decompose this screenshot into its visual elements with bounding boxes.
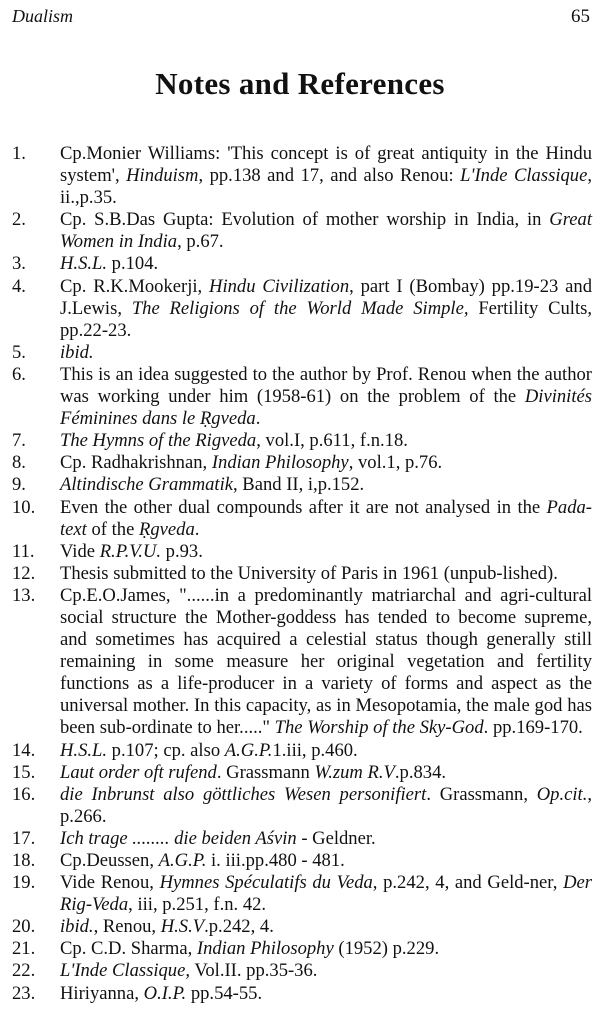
note-number: 19. — [12, 872, 36, 894]
note-item — [0, 850, 592, 872]
note-item — [0, 452, 592, 474]
note-text: , iii, p.251, f.n. 42. — [128, 894, 267, 916]
note-text: Cp. S.B.Das Gupta: Evolution of mother worship in India, in — [60, 209, 550, 231]
note-text: . pp.169-170. — [483, 717, 583, 739]
note-number: 22. — [12, 960, 36, 982]
note-number: 2. — [12, 209, 26, 231]
page-number: 65 — [571, 6, 590, 27]
note-item — [0, 276, 592, 342]
note-italic-text: Laut order oft rufend — [60, 761, 217, 783]
note-text: , vol.I, p.611, f.n.18. — [256, 430, 408, 452]
note-text: Vol.II. pp.35-36. — [190, 960, 318, 982]
note-number: 5. — [12, 341, 26, 363]
note-text: Thesis submitted to the University of Paris in 1961 (unpub-lished). — [60, 562, 558, 584]
note-item — [0, 585, 592, 740]
note-text: 1.iii, p.460. — [272, 739, 358, 761]
note-number: 13. — [12, 584, 36, 606]
note-text: , Renou, — [93, 916, 161, 938]
note-text: , ii.,p.35. — [60, 165, 592, 209]
note-italic-text: Indian Philosophy — [196, 938, 334, 960]
note-italic-text: Divinités Féminines dans le Ṛgveda — [60, 386, 592, 430]
note-text: , vol.1, p.76. — [348, 452, 443, 474]
note-italic-text: Hindu Civilization — [209, 275, 350, 297]
note-italic-text: L'Inde Classique, — [60, 960, 191, 982]
note-text: . Grassmann — [216, 761, 315, 783]
note-number: 10. — [12, 496, 36, 518]
note-item — [0, 342, 592, 364]
note-italic-text: The Hymns of the Rigveda — [60, 430, 257, 452]
note-text: . Grassmann, — [426, 783, 537, 805]
note-text: Cp. Radhakrishnan, — [60, 452, 212, 474]
note-italic-text: Pada-text — [60, 496, 592, 540]
note-item — [0, 740, 592, 762]
notes-list — [0, 143, 592, 1005]
note-italic-text: Hinduism — [126, 165, 199, 187]
note-number: 12. — [12, 562, 36, 584]
note-italic-text: H.S.V — [160, 916, 205, 938]
note-text: Cp.Monier Williams: 'This concept is of great antiquity in the Hindu system', — [60, 143, 592, 187]
note-text: p.93. — [161, 540, 203, 562]
note-number: 20. — [12, 916, 36, 938]
note-italic-text: A.G.P. — [224, 739, 273, 761]
note-italic-text: W.zum R.V — [314, 761, 395, 783]
note-text: Cp. R.K.Mookerji, — [60, 275, 210, 297]
note-item — [0, 497, 592, 541]
note-text: . — [194, 518, 200, 540]
note-text: p.104. — [107, 253, 159, 275]
note-text: p.107; cp. also — [107, 739, 225, 761]
note-text: , part I (Bombay) pp.19-23 and J.Lewis, — [60, 275, 592, 319]
note-text: Cp.E.O.James, "......in a predominantly matriarchal and agri-cultural social structure the Mother-goddess has tended to become supreme, and sometimes has acquired a celestial status though generally still remaining in some measure her original vegetation and fertility functions as a life-producer in a variety of forms and aspect as the universal mother. In this capacity, as in Mesopotamia, the male god has been sub-ordinate to her....." — [60, 584, 592, 739]
note-item — [0, 364, 592, 430]
note-number: 18. — [12, 850, 36, 871]
note-number: 15. — [12, 761, 36, 783]
note-text: (1952) p.229. — [333, 938, 440, 960]
note-item — [0, 784, 592, 828]
note-italic-text: H.S.L. — [60, 739, 108, 761]
note-italic-text: Great Women in India — [60, 209, 592, 253]
note-item — [0, 872, 592, 916]
note-text: This is an idea suggested to the author by Prof. Renou when the author was working under him (1958-61) on the problem of the — [60, 363, 592, 408]
note-number: 8. — [12, 452, 26, 474]
note-item — [0, 983, 592, 1005]
note-text: Cp. C.D. Sharma, — [60, 938, 197, 960]
note-text: of the — [86, 518, 139, 540]
note-text: Even the other dual compounds after it are not analysed in the — [60, 496, 547, 518]
note-text: , pp.138 and 17, and also Renou: — [198, 165, 461, 187]
note-text: - Geldner. — [296, 827, 376, 849]
note-italic-text: L'Inde Classique — [460, 165, 588, 187]
note-italic-text: Ich trage ........ die beiden Aśvin — [60, 827, 297, 849]
note-text: , p.242, 4, and Geld-ner, — [372, 872, 564, 894]
note-italic-text: Der Rig-Veda — [60, 872, 592, 916]
note-text: .p.242, 4. — [204, 916, 274, 938]
note-italic-text: ibid. — [60, 916, 94, 938]
note-item — [0, 960, 592, 982]
note-text: , p.266. — [60, 783, 593, 827]
note-number: 23. — [12, 982, 36, 1004]
note-text: Cp.Deussen, — [60, 850, 159, 871]
note-text: Vide Renou, — [60, 872, 160, 894]
note-item — [0, 253, 592, 275]
note-text: , Band II, i,p.152. — [233, 474, 365, 496]
note-text: pp.54-55. — [186, 982, 263, 1004]
note-number: 6. — [12, 363, 26, 385]
note-number: 14. — [12, 739, 36, 761]
note-number: 21. — [12, 938, 36, 960]
note-item — [0, 762, 592, 784]
note-item — [0, 209, 592, 253]
note-number: 1. — [12, 143, 26, 164]
note-italic-text: Hymnes Spéculatifs du Veda — [159, 872, 373, 894]
note-number: 7. — [12, 430, 26, 452]
running-head-title: Dualism — [12, 6, 74, 26]
note-italic-text: die Inbrunst also göttliches Wesen personifiert — [60, 783, 427, 805]
note-number: 16. — [12, 783, 36, 805]
note-item — [0, 474, 592, 496]
note-item — [0, 430, 592, 452]
note-italic-text: The Worship of the Sky-God — [274, 717, 484, 739]
note-number: 4. — [12, 275, 26, 297]
note-text: Hiriyanna, — [60, 982, 144, 1004]
note-italic-text: Ṛgveda — [139, 518, 195, 540]
note-italic-text: Altindische Grammatik — [60, 474, 233, 496]
note-italic-text: The Religions of the World Made Simple, — [131, 297, 469, 319]
note-text: Fertility Cults, pp.22-23. — [60, 297, 592, 341]
note-item — [0, 143, 592, 209]
note-number: 17. — [12, 827, 36, 849]
note-number: 3. — [12, 253, 26, 275]
note-text: .p.834. — [394, 761, 447, 783]
note-text: i. iii.pp.480 - 481. — [206, 850, 345, 871]
note-text: Vide — [60, 540, 100, 562]
note-italic-text: A.G.P. — [158, 850, 207, 871]
page-title: Notes and References — [155, 66, 445, 101]
note-text: . — [255, 408, 261, 430]
note-italic-text: H.S.L. — [60, 253, 108, 275]
note-text: , p.67. — [177, 231, 224, 253]
note-item — [0, 563, 592, 585]
note-number: 9. — [12, 474, 26, 496]
note-item — [0, 916, 592, 938]
note-item — [0, 938, 592, 960]
note-number: 11. — [12, 540, 35, 562]
note-italic-text: ibid. — [60, 341, 94, 363]
note-italic-text: Indian Philosophy — [211, 452, 349, 474]
note-italic-text: Op.cit. — [536, 783, 588, 805]
note-item — [0, 541, 592, 563]
note-item — [0, 828, 592, 850]
note-italic-text: R.P.V.U. — [99, 540, 161, 562]
note-italic-text: O.I.P. — [143, 982, 187, 1004]
